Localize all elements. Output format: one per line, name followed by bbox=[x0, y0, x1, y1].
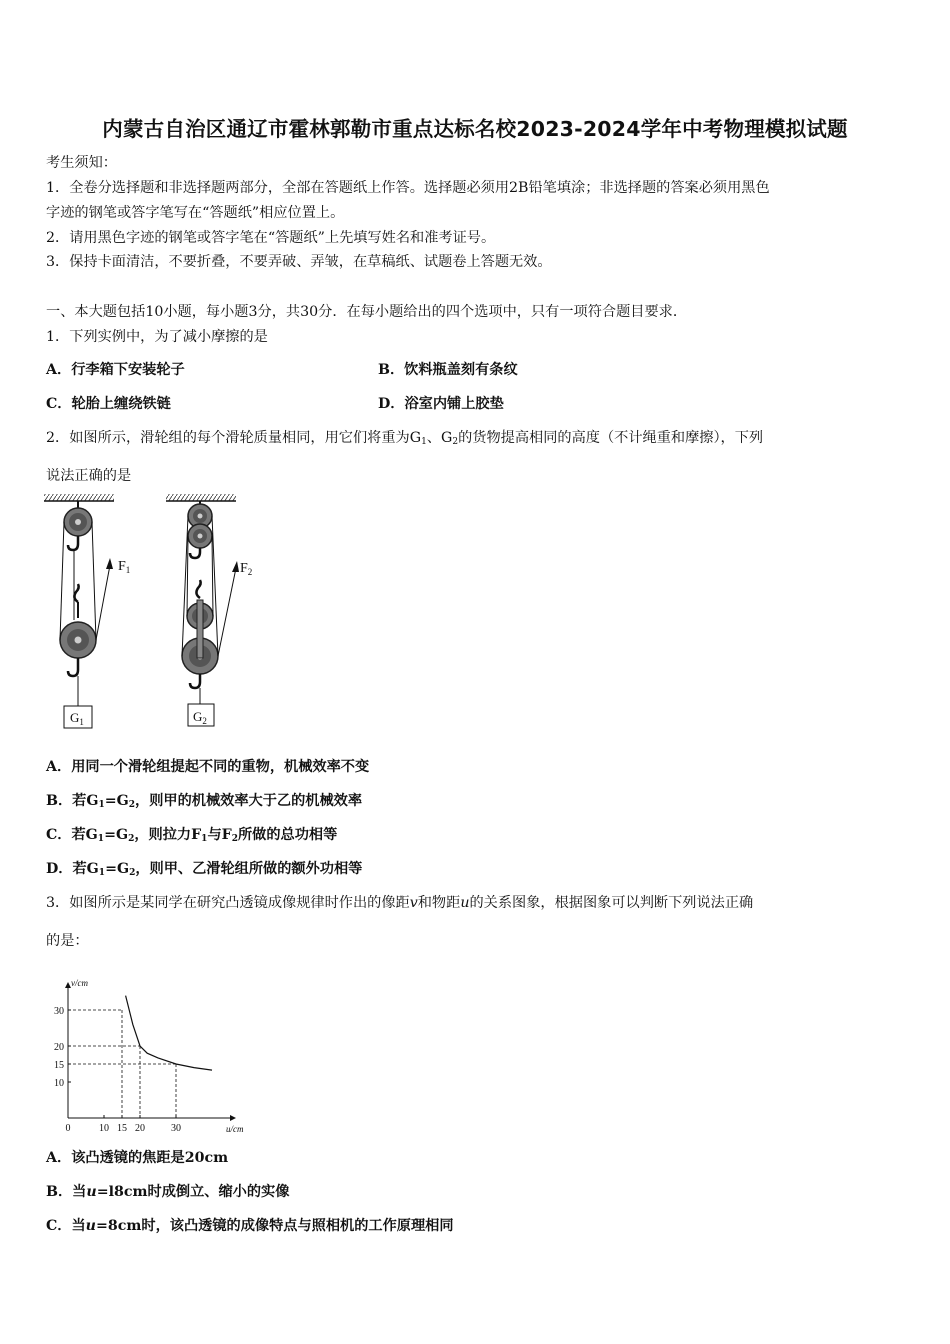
pulley-figure bbox=[40, 490, 280, 730]
notice-item-1-line-1: 1．全卷分选择题和非选择题两部分，全部在答题纸上作答。选择题必须用2B铅笔填涂；非选择题的答案必须用黑色 bbox=[46, 180, 770, 196]
x-tick-label: 0 bbox=[65, 1123, 71, 1133]
q1-option-a: A．行李箱下安装轮子 bbox=[46, 362, 185, 378]
data-curve bbox=[126, 996, 212, 1071]
q2-stem-line-2: 说法正确的是 bbox=[46, 468, 132, 484]
q1-stem: 1．下列实例中，为了减小摩擦的是 bbox=[46, 329, 268, 345]
q3-option-a: A．该凸透镜的焦距是20cm bbox=[46, 1150, 229, 1166]
y-axis-label: v/cm bbox=[71, 978, 88, 988]
notice-item-1-line-2: 字迹的钢笔或答字笔写在“答题纸”相应位置上。 bbox=[46, 205, 345, 221]
y-tick-label: 30 bbox=[54, 1006, 64, 1017]
q2-option-b: B．若$G_1=G_2$，则甲的机械效率大于乙的机械效率 bbox=[46, 793, 363, 810]
x-axis-arrow bbox=[230, 1115, 236, 1121]
svg-text:G1: $G_1$ bbox=[70, 710, 84, 727]
q3-option-b: B．当u=l8cm时成倒立、缩小的实像 bbox=[46, 1184, 290, 1200]
q1-option-b: B．饮料瓶盖刻有条纹 bbox=[378, 362, 518, 378]
q1-option-d: D．浴室内铺上胶垫 bbox=[378, 396, 504, 412]
q3-option-c: C．当u=8cm时，该凸透镜的成像特点与照相机的工作原理相同 bbox=[46, 1218, 454, 1234]
x-tick-label: 30 bbox=[171, 1123, 181, 1133]
q2-option-a: A．用同一个滑轮组提起不同的重物，机械效率不变 bbox=[46, 759, 370, 775]
q3-stem-line-1: 3．如图所示是某同学在研究凸透镜成像规律时作出的像距v和物距u的关系图象，根据图象可以判断下列说法正确 bbox=[46, 895, 754, 911]
notice-item-2: 2．请用黑色字迹的钢笔或答字笔在“答题纸”上先填写姓名和准考证号。 bbox=[46, 230, 496, 246]
q2-option-d: D．若$G_1=G_2$，则甲、乙滑轮组所做的额外功相等 bbox=[46, 861, 363, 878]
pulley-system-1 bbox=[44, 494, 130, 728]
y-tick-label: 10 bbox=[54, 1078, 64, 1089]
x-tick-label: 20 bbox=[135, 1123, 145, 1133]
pulley-system-2 bbox=[166, 494, 252, 726]
svg-text:F2: $F_2$ bbox=[240, 561, 253, 577]
page-title: 内蒙古自治区通辽市霍林郭勒市重点达标名校2023-2024学年中考物理模拟试题 bbox=[102, 117, 848, 141]
y-tick-label: 15 bbox=[54, 1060, 64, 1071]
section-heading: 一、本大题包括10小题，每小题3分，共30分．在每小题给出的四个选项中，只有一项符合题目要求． bbox=[46, 304, 688, 320]
notice-heading: 考生须知： bbox=[46, 155, 117, 171]
x-axis-label: u/cm bbox=[226, 1124, 244, 1133]
lens-chart bbox=[40, 958, 250, 1133]
svg-text:F1: $F_1$ bbox=[118, 559, 131, 575]
q1-option-c: C．轮胎上缠绕铁链 bbox=[46, 396, 171, 412]
q2-stem-line-1: 2．如图所示，滑轮组的每个滑轮质量相同，用它们将重为$G_1$、$G_2$的货物提高相同的高度（不计绳重和摩擦），下列 bbox=[46, 430, 764, 447]
x-tick-label: 15 bbox=[117, 1123, 127, 1133]
q3-stem-line-2: 的是： bbox=[46, 933, 89, 949]
y-tick-label: 20 bbox=[54, 1042, 64, 1053]
svg-text:G2: $G_2$ bbox=[193, 709, 207, 726]
x-tick-label: 10 bbox=[99, 1123, 109, 1133]
q2-option-c: C．若$G_1=G_2$，则拉力$F_1$与$F_2$所做的总功相等 bbox=[46, 827, 338, 844]
notice-item-3: 3．保持卡面清洁，不要折叠，不要弄破、弄皱，在草稿纸、试题卷上答题无效。 bbox=[46, 254, 552, 270]
